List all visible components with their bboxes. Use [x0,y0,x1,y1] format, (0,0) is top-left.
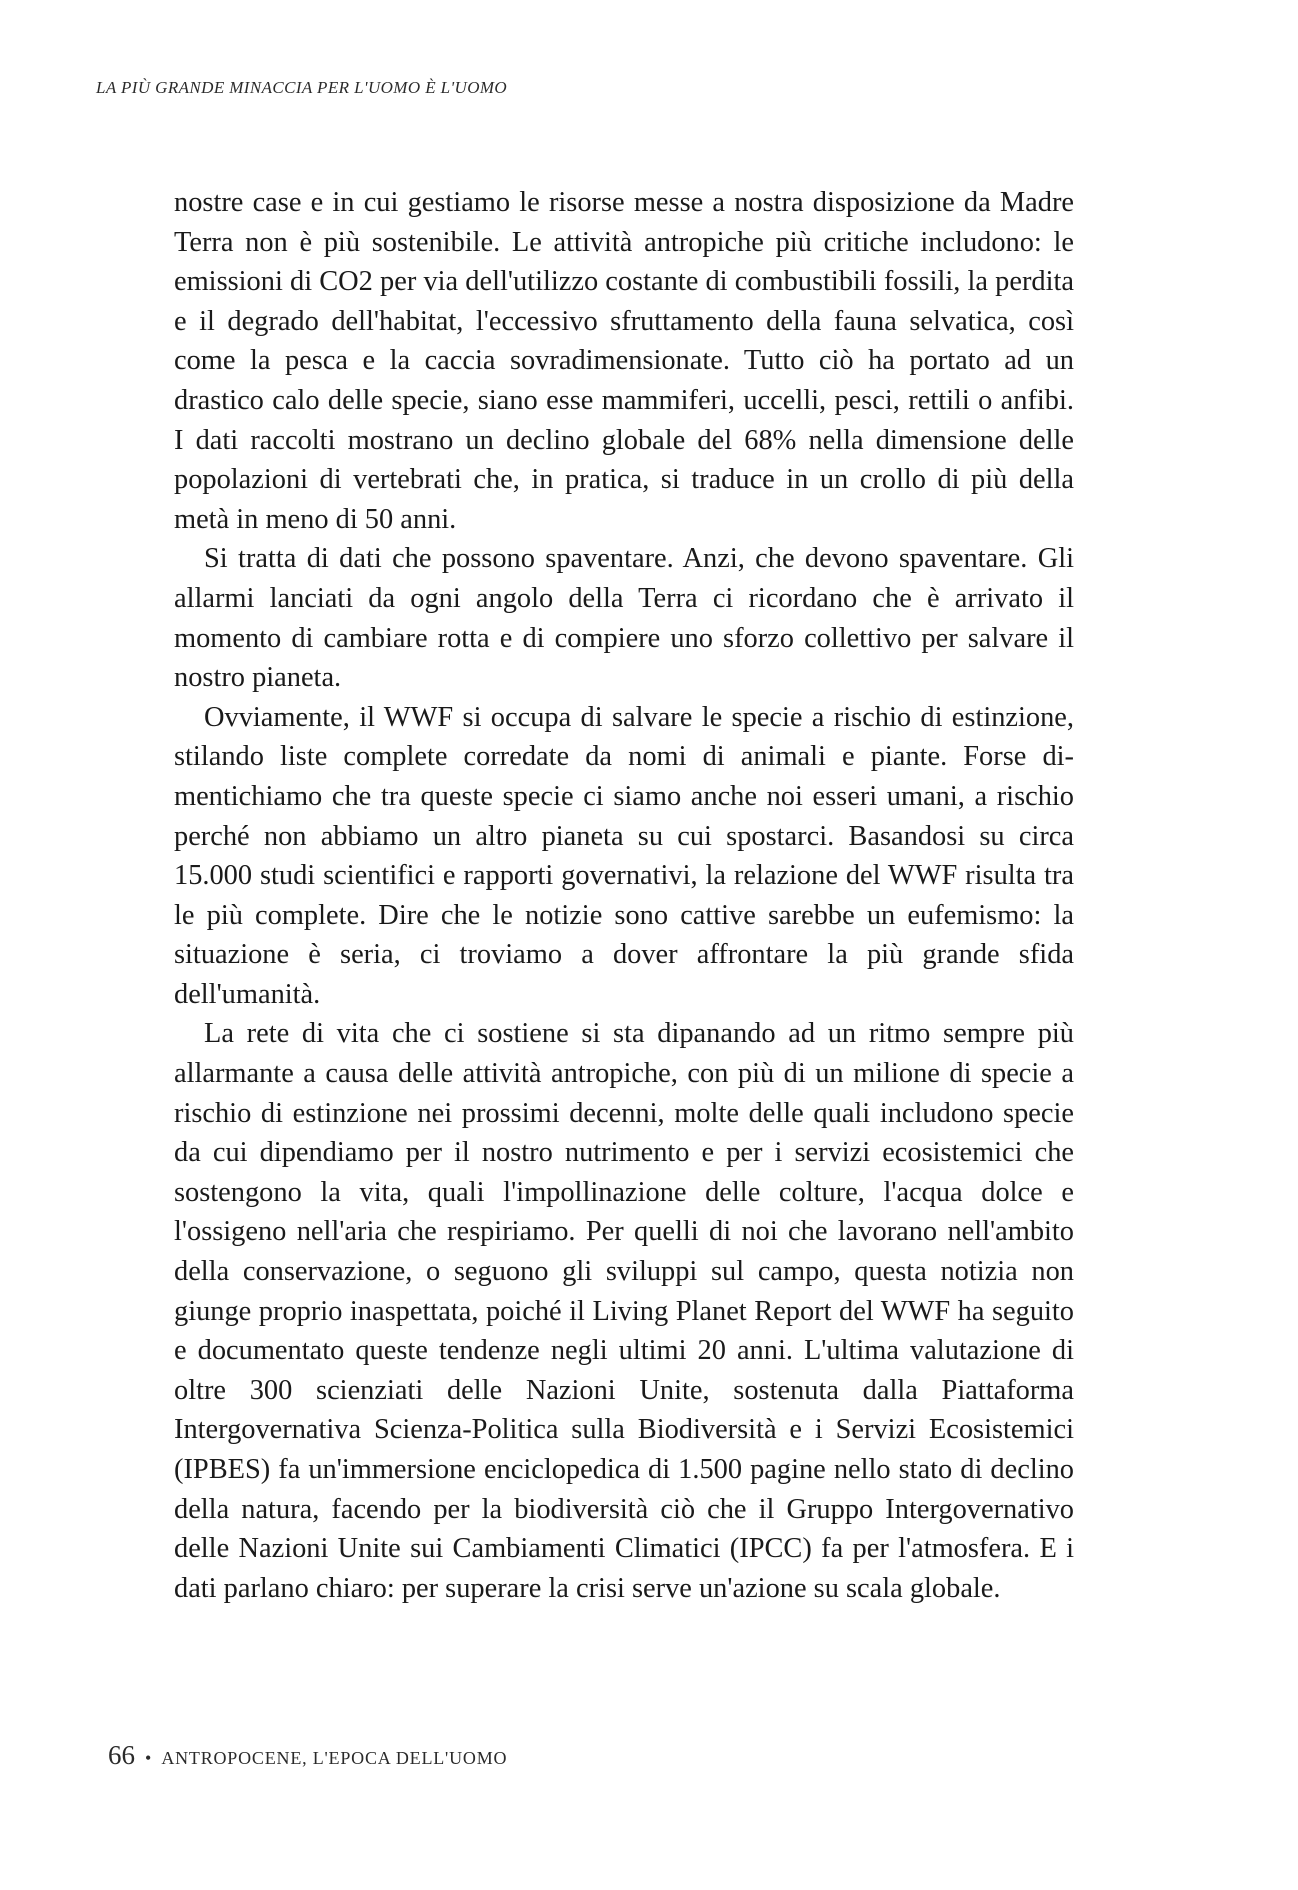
footer-bullet: • [145,1748,152,1768]
page-footer [108,1740,507,1771]
running-head: LA PIÙ GRANDE MINACCIA PER L'UOMO È L'UOMO [96,78,508,97]
page-number: 66 [108,1740,135,1770]
body-text [174,183,1074,1608]
paragraph-3: Ovviamente, il WWF si occupa di salvare le specie a rischio di estinzione, stilando liste complete corredate da nomi di animali e piante. Forse dimentichiamo che tra queste specie ci siamo anche noi esseri umani, a rischio perché non abbiamo un altro pianeta su cui spostarci. Basandosi su circa 15.000 studi scientifici e rapporti governativi, la relazione del WWF risulta tra le più complete. Dire che le notizie sono cattive sarebbe un eufemismo: la situazione è seria, ci troviamo a dover affrontare la più grande sfida dell'umanità. [174,701,1074,1010]
paragraph-2: Si tratta di dati che possono spaventare. Anzi, che devono spaventare. Gli allarmi lanciati da ogni angolo della Terra ci ricordano che è arrivato il momento di cambiare rotta e di compiere uno sforzo collettivo per salvare il nostro pianeta. [174,543,1074,694]
paragraph-1: nostre case e in cui gestiamo le risorse messe a nostra disposizione da Madre Terra non è più sostenibile. Le attività antropiche più critiche includono: le emissioni di CO2 per via dell'utilizzo costante di combustibili fossili, la perdita e il degrado dell'habitat, l'eccessivo sfruttamento della fauna selvatica, così come la pesca e la caccia sovradimensionate. Tutto ciò ha portato ad un drastico calo delle specie, siano esse mammiferi, uccelli, pesci, rettili o anfibi. I dati raccolti mostrano un declino globale del 68% nella dimensione delle popolazioni di vertebrati che, in pratica, si traduce in un crollo di più della metà in meno di 50 anni. [174,187,1074,535]
paragraph-4: La rete di vita che ci sostiene si sta dipanando ad un ritmo sempre più allarmante a causa delle attività antropiche, con più di un milione di specie a rischio di estinzione nei prossimi decenni, molte delle quali includono specie da cui dipendiamo per il nostro nutrimento e per i servizi ecosistemici che sostengono la vita, quali l'impollinazione delle colture, l'acqua dolce e l'ossigeno nell'aria che respiriamo. Per quelli di noi che lavorano nell'ambito della conservazione, o seguono gli sviluppi sul campo, questa notizia non giunge proprio inaspettata, poiché il Living Planet Report del WWF ha seguito e documentato queste tendenze negli ultimi 20 anni. L'ultima valutazione di oltre 300 scienziati delle Nazioni Unite, sostenuta dalla Piattaforma Intergovernativa Scienza-Politica sulla Biodiversità e i Servizi Ecosistemici (IPBES) fa un'immersione enciclopedica di 1.500 pagine nello stato di declino della natura, facendo per la biodiversità ciò che il Gruppo Intergovernativo delle Nazioni Unite sui Cambiamenti Climatici (IPCC) fa per l'atmosfera. E i dati parlano chiaro: per superare la crisi serve un'azione su scala globale. [174,1018,1074,1604]
footer-book-title: ANTROPOCENE, L'EPOCA DELL'UOMO [161,1748,508,1768]
